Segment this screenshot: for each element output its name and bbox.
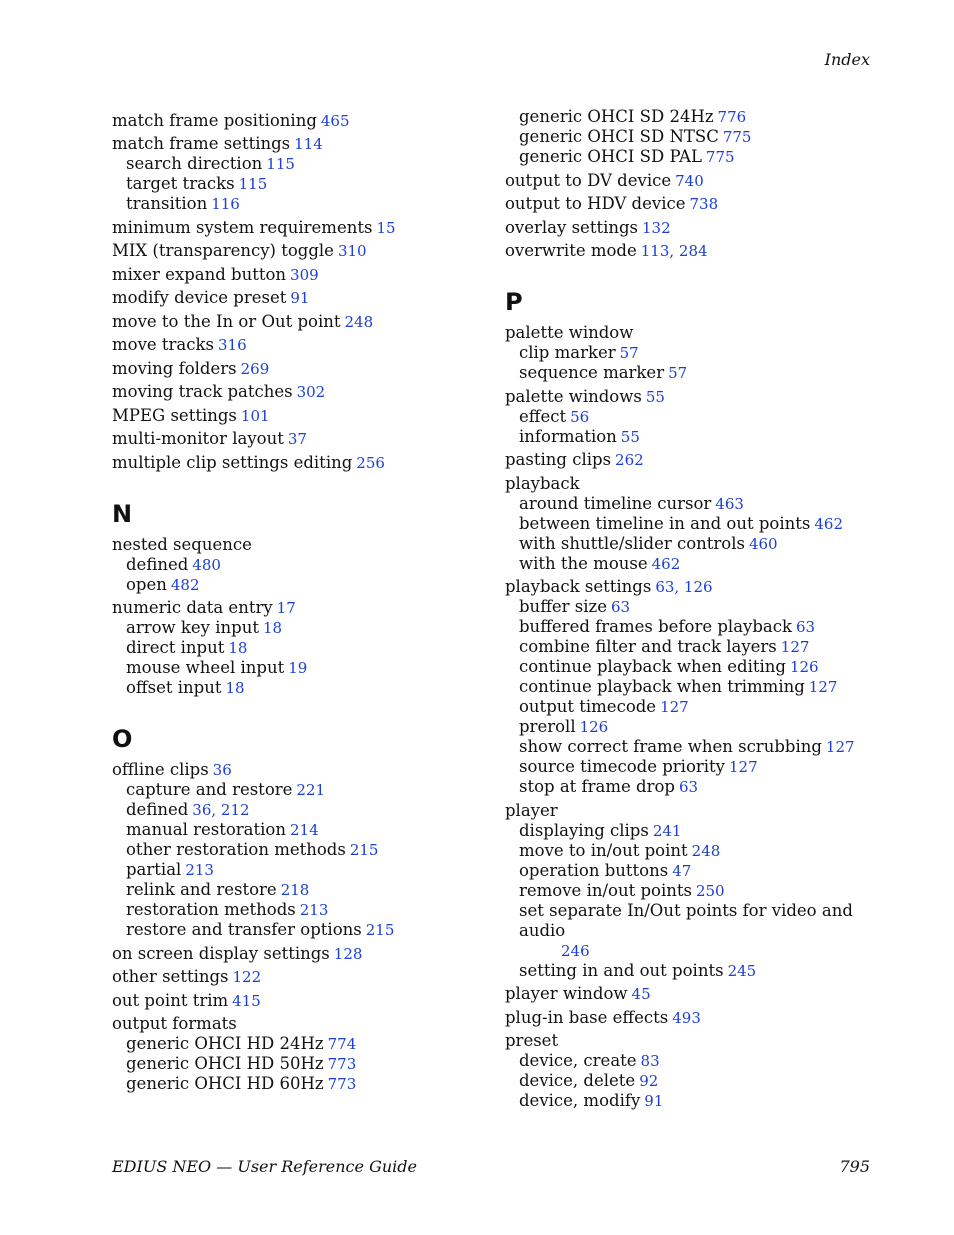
page-reference-link[interactable]: 245 bbox=[727, 961, 757, 980]
index-entry bbox=[505, 241, 880, 261]
index-term: match frame positioning bbox=[112, 110, 317, 130]
index-subentry bbox=[505, 363, 880, 383]
index-term: generic OHCI SD 24Hz bbox=[519, 107, 714, 126]
index-entry bbox=[505, 984, 880, 1004]
index-subentry bbox=[505, 777, 880, 797]
index-term: playback settings bbox=[505, 577, 652, 596]
index-subentry bbox=[112, 860, 492, 880]
page-reference-link[interactable]: 302 bbox=[296, 383, 326, 401]
index-term: defined bbox=[126, 800, 189, 819]
page-reference-link[interactable]: 465 bbox=[320, 111, 350, 130]
footer-page-number: 795 bbox=[839, 1157, 870, 1176]
page-reference-link[interactable]: 126 bbox=[579, 718, 609, 736]
page-reference-link[interactable]: 122 bbox=[232, 968, 262, 986]
page-reference-link[interactable]: 18 bbox=[228, 639, 248, 657]
page-reference-link[interactable]: 773 bbox=[327, 1075, 357, 1093]
index-term: between timeline in and out points bbox=[519, 513, 811, 533]
index-term: buffered frames before playback bbox=[519, 617, 792, 636]
page-reference-link[interactable]: 269 bbox=[240, 359, 270, 378]
index-term: multiple clip settings editing bbox=[112, 452, 353, 472]
page-reference-link[interactable]: 246 bbox=[561, 941, 590, 960]
page-reference-link[interactable]: 463 bbox=[715, 494, 744, 513]
index-subentry bbox=[505, 534, 880, 554]
page-reference-link[interactable]: 775 bbox=[722, 128, 752, 146]
index-subentry bbox=[505, 514, 880, 534]
index-term: partial bbox=[126, 860, 182, 879]
index-term: output formats bbox=[112, 1014, 237, 1033]
index-term: player window bbox=[505, 984, 628, 1003]
page-reference-link[interactable]: 55 bbox=[645, 387, 665, 406]
page-reference-link[interactable]: 775 bbox=[705, 148, 735, 166]
index-term: continue playback when editing bbox=[519, 657, 786, 676]
index-subentry bbox=[505, 941, 880, 961]
index-entry bbox=[505, 450, 880, 470]
index-term: device, delete bbox=[519, 1071, 636, 1090]
index-subentry bbox=[505, 494, 880, 514]
index-term: effect bbox=[519, 406, 567, 426]
index-subentry bbox=[112, 555, 492, 575]
index-term: pasting clips bbox=[505, 450, 612, 469]
index-entry bbox=[112, 241, 492, 261]
index-subentry bbox=[505, 657, 880, 677]
index-entry bbox=[112, 1014, 492, 1034]
index-subentry bbox=[112, 1054, 492, 1074]
page-reference-link[interactable]: 83 bbox=[640, 1052, 660, 1070]
index-term: minimum system requirements bbox=[112, 217, 373, 237]
page-reference-link[interactable]: 241 bbox=[652, 821, 682, 840]
index-term: generic OHCI HD 24Hz bbox=[126, 1034, 324, 1053]
index-entry bbox=[112, 991, 492, 1011]
page-reference-link[interactable]: 776 bbox=[717, 108, 747, 126]
index-subentry bbox=[112, 880, 492, 900]
index-term: overlay settings bbox=[505, 217, 639, 237]
index-subentry bbox=[505, 597, 880, 617]
index-subentry bbox=[505, 737, 880, 757]
index-subentry bbox=[112, 1074, 492, 1094]
index-entry bbox=[505, 1008, 880, 1028]
index-subentry bbox=[505, 861, 880, 881]
index-term: generic OHCI SD PAL bbox=[519, 147, 702, 166]
page-reference-link[interactable]: 127 bbox=[729, 758, 758, 776]
page-reference-link[interactable]: 248 bbox=[344, 312, 374, 331]
index-term: device, create bbox=[519, 1051, 637, 1070]
index-term: direct input bbox=[126, 638, 225, 657]
index-term: other restoration methods bbox=[126, 840, 346, 859]
index-term: buffer size bbox=[519, 597, 608, 616]
index-term: output timecode bbox=[519, 697, 657, 716]
index-term: playback bbox=[505, 473, 580, 493]
index-term: restore and transfer options bbox=[126, 920, 362, 939]
index-term: mixer expand button bbox=[112, 264, 287, 284]
page-reference-link[interactable]: 415 bbox=[232, 991, 261, 1010]
page-reference-link[interactable]: 114 bbox=[294, 135, 323, 153]
index-term: show correct frame when scrubbing bbox=[519, 737, 822, 756]
index-term: generic OHCI HD 60Hz bbox=[126, 1074, 324, 1093]
page-reference-link[interactable]: 37 bbox=[287, 430, 307, 448]
page-reference-link[interactable]: 126 bbox=[789, 658, 819, 676]
index-term: move tracks bbox=[112, 335, 214, 354]
index-term: palette window bbox=[505, 323, 634, 342]
index-subentry bbox=[112, 194, 492, 214]
index-subentry bbox=[112, 780, 492, 800]
index-term: relink and restore bbox=[126, 880, 277, 899]
page-reference-link[interactable]: 101 bbox=[240, 406, 270, 425]
page-reference-link[interactable]: 115 bbox=[266, 155, 295, 173]
index-term: device, modify bbox=[519, 1091, 641, 1110]
index-subentry bbox=[505, 554, 880, 574]
index-entry bbox=[112, 429, 492, 449]
page-reference-link[interactable]: 127 bbox=[780, 638, 810, 656]
index-subentry bbox=[505, 107, 880, 127]
index-term: on screen display settings bbox=[112, 943, 330, 963]
page-reference-link[interactable]: 256 bbox=[356, 453, 385, 472]
page-reference-link[interactable]: 36 bbox=[212, 761, 232, 779]
index-subentry bbox=[505, 697, 880, 717]
page-reference-link[interactable]: 19 bbox=[288, 659, 308, 677]
index-subentry bbox=[112, 154, 492, 174]
index-term: combine filter and track layers bbox=[519, 637, 777, 656]
index-column-right bbox=[505, 107, 880, 1111]
index-term: plug-in base effects bbox=[505, 1007, 669, 1027]
index-term: MIX (transparency) toggle bbox=[112, 241, 334, 260]
page-reference-link[interactable]: 460 bbox=[748, 534, 778, 553]
page-reference-link[interactable]: 15 bbox=[376, 218, 396, 237]
index-subentry bbox=[505, 757, 880, 777]
index-entry bbox=[112, 312, 492, 332]
index-subentry bbox=[505, 881, 880, 901]
page-reference-link[interactable]: 221 bbox=[296, 781, 326, 799]
index-term: operation buttons bbox=[519, 860, 669, 880]
page-reference-link[interactable]: 480 bbox=[192, 555, 221, 574]
page-reference-link[interactable]: 262 bbox=[615, 451, 644, 469]
page-reference-link[interactable]: 63 bbox=[611, 598, 631, 616]
page-reference-link[interactable]: 309 bbox=[290, 265, 319, 284]
index-entry bbox=[505, 387, 880, 407]
page-reference-link[interactable]: 45 bbox=[631, 985, 651, 1003]
page-reference-link[interactable]: 127 bbox=[660, 698, 689, 716]
index-subentry bbox=[112, 658, 492, 678]
page-reference-link[interactable]: 316 bbox=[217, 336, 247, 354]
index-term: player bbox=[505, 800, 558, 820]
index-letter-heading: N bbox=[112, 499, 133, 528]
index-letter-heading: O bbox=[112, 725, 133, 753]
index-term: setting in and out points bbox=[519, 960, 724, 980]
index-subentry bbox=[112, 174, 492, 194]
index-subentry bbox=[112, 575, 492, 595]
page-reference-link[interactable]: 36, 212 bbox=[192, 801, 250, 819]
page-reference-link[interactable]: 462 bbox=[651, 554, 681, 573]
index-term: restoration methods bbox=[126, 900, 296, 919]
index-term: with shuttle/slider controls bbox=[519, 533, 745, 553]
page-reference-link[interactable]: 63, 126 bbox=[655, 578, 713, 596]
page-reference-link[interactable]: 56 bbox=[570, 407, 590, 426]
index-subentry bbox=[505, 901, 880, 941]
page-reference-link[interactable]: 738 bbox=[689, 195, 719, 213]
index-term: moving track patches bbox=[112, 382, 293, 401]
index-subentry bbox=[112, 800, 492, 820]
page-reference-link[interactable]: 214 bbox=[289, 821, 319, 839]
index-term: source timecode priority bbox=[519, 757, 726, 776]
index-entry bbox=[112, 535, 492, 555]
index-term: generic OHCI SD NTSC bbox=[519, 127, 719, 146]
index-entry bbox=[505, 1031, 880, 1051]
index-term: out point trim bbox=[112, 990, 229, 1010]
page-reference-link[interactable]: 92 bbox=[639, 1072, 659, 1090]
index-subentry bbox=[505, 677, 880, 697]
index-term: around timeline cursor bbox=[519, 493, 712, 513]
index-subentry bbox=[505, 127, 880, 147]
index-entry bbox=[505, 577, 880, 597]
index-subentry bbox=[505, 1051, 880, 1071]
page-reference-link[interactable]: 482 bbox=[170, 575, 200, 594]
index-term: MPEG settings bbox=[112, 405, 237, 425]
index-term: defined bbox=[126, 554, 189, 574]
index-subentry bbox=[112, 618, 492, 638]
index-term: remove in/out points bbox=[519, 880, 692, 900]
page-reference-link[interactable]: 213 bbox=[299, 901, 329, 919]
index-term: output to DV device bbox=[505, 170, 672, 190]
index-entry bbox=[505, 323, 880, 343]
index-column-left bbox=[112, 107, 492, 1094]
index-subentry bbox=[112, 1034, 492, 1054]
index-term: other settings bbox=[112, 967, 229, 986]
index-entry bbox=[505, 801, 880, 821]
index-subentry bbox=[505, 407, 880, 427]
index-term: with the mouse bbox=[519, 553, 648, 573]
index-entry bbox=[112, 335, 492, 355]
index-term: moving folders bbox=[112, 358, 237, 378]
page-reference-link[interactable]: 63 bbox=[679, 778, 699, 796]
page-reference-link[interactable]: 57 bbox=[619, 344, 639, 362]
index-subentry bbox=[505, 961, 880, 981]
index-term: clip marker bbox=[519, 343, 616, 362]
index-entry bbox=[112, 265, 492, 285]
index-term: offset input bbox=[126, 678, 222, 697]
index-subentry bbox=[505, 637, 880, 657]
index-subentry bbox=[505, 1071, 880, 1091]
page-reference-link[interactable]: 18 bbox=[225, 679, 245, 697]
index-entry bbox=[112, 382, 492, 402]
index-term: open bbox=[126, 574, 167, 594]
index-subentry bbox=[505, 1091, 880, 1111]
index-subentry bbox=[505, 821, 880, 841]
index-entry bbox=[112, 598, 492, 618]
index-entry bbox=[505, 218, 880, 238]
index-term: mouse wheel input bbox=[126, 658, 285, 677]
index-term: arrow key input bbox=[126, 618, 259, 637]
index-term: preset bbox=[505, 1031, 559, 1050]
index-subentry bbox=[112, 638, 492, 658]
page-reference-link[interactable]: 63 bbox=[796, 618, 816, 636]
index-term: move to in/out point bbox=[519, 840, 688, 860]
page-reference-link[interactable]: 91 bbox=[290, 289, 310, 307]
index-subentry bbox=[505, 343, 880, 363]
page-reference-link[interactable]: 116 bbox=[211, 195, 240, 213]
page-reference-link[interactable]: 248 bbox=[691, 841, 721, 860]
page-reference-link[interactable]: 493 bbox=[672, 1008, 701, 1027]
index-term: target tracks bbox=[126, 174, 235, 193]
index-term: numeric data entry bbox=[112, 598, 273, 617]
index-term: capture and restore bbox=[126, 780, 293, 799]
index-entry bbox=[112, 760, 492, 780]
page-reference-link[interactable]: 57 bbox=[668, 364, 688, 382]
index-subentry bbox=[505, 427, 880, 447]
page-reference-link[interactable]: 218 bbox=[280, 881, 310, 899]
index-entry bbox=[505, 194, 880, 214]
page-reference-link[interactable]: 213 bbox=[185, 861, 214, 879]
index-term: palette windows bbox=[505, 386, 642, 406]
index-term: manual restoration bbox=[126, 820, 286, 839]
index-term: preroll bbox=[519, 717, 576, 736]
page-reference-link[interactable]: 17 bbox=[276, 599, 296, 617]
page-reference-link[interactable]: 250 bbox=[695, 881, 725, 900]
index-entry bbox=[112, 406, 492, 426]
index-subentry bbox=[112, 840, 492, 860]
index-subentry bbox=[505, 617, 880, 637]
index-term: overwrite mode bbox=[505, 241, 637, 260]
index-entry bbox=[112, 288, 492, 308]
page-reference-link[interactable]: 127 bbox=[808, 678, 838, 696]
index-term: transition bbox=[126, 194, 208, 213]
index-entry bbox=[112, 134, 492, 154]
index-entry bbox=[112, 218, 492, 238]
index-letter-heading: P bbox=[505, 288, 523, 316]
page-reference-link[interactable]: 128 bbox=[333, 944, 363, 963]
index-subentry bbox=[112, 920, 492, 940]
page-reference-link[interactable]: 215 bbox=[349, 841, 379, 859]
page-reference-link[interactable]: 18 bbox=[262, 619, 283, 637]
index-term: sequence marker bbox=[519, 363, 665, 382]
page-reference-link[interactable]: 55 bbox=[620, 427, 640, 446]
index-entry bbox=[112, 453, 492, 473]
index-term: move to the In or Out point bbox=[112, 311, 341, 331]
index-term: generic OHCI HD 50Hz bbox=[126, 1054, 324, 1073]
index-term: offline clips bbox=[112, 760, 209, 779]
index-entry bbox=[112, 967, 492, 987]
index-subentry bbox=[112, 900, 492, 920]
index-term: search direction bbox=[126, 154, 263, 173]
index-subentry bbox=[505, 717, 880, 737]
index-term: output to HDV device bbox=[505, 194, 686, 213]
page-reference-link[interactable]: 115 bbox=[238, 175, 268, 193]
page-reference-link[interactable]: 91 bbox=[644, 1092, 664, 1110]
index-term: match frame settings bbox=[112, 134, 291, 153]
page-reference-link[interactable]: 310 bbox=[337, 242, 367, 260]
index-entry bbox=[112, 359, 492, 379]
index-entry bbox=[112, 944, 492, 964]
index-subentry bbox=[505, 147, 880, 167]
running-head: Index bbox=[824, 50, 870, 69]
index-term: set separate In/Out points for video and audio bbox=[519, 900, 853, 940]
index-term: displaying clips bbox=[519, 820, 649, 840]
index-term: nested sequence bbox=[112, 534, 252, 554]
index-entry bbox=[505, 474, 880, 494]
page-reference-link[interactable]: 773 bbox=[327, 1055, 357, 1073]
index-term: information bbox=[519, 426, 617, 446]
index-subentry bbox=[505, 841, 880, 861]
page-reference-link[interactable]: 740 bbox=[675, 171, 704, 190]
index-subentry bbox=[112, 820, 492, 840]
index-entry bbox=[112, 111, 492, 131]
index-term: multi-monitor layout bbox=[112, 429, 284, 448]
footer-title: EDIUS NEO — User Reference Guide bbox=[112, 1157, 417, 1176]
index-entry bbox=[505, 171, 880, 191]
page-reference-link[interactable]: 113, 284 bbox=[640, 242, 708, 260]
page-reference-link[interactable]: 127 bbox=[825, 738, 855, 756]
index-subentry bbox=[112, 678, 492, 698]
page-reference-link[interactable]: 462 bbox=[814, 514, 843, 533]
index-term: modify device preset bbox=[112, 288, 287, 307]
index-term: continue playback when trimming bbox=[519, 677, 805, 696]
page-reference-link[interactable]: 215 bbox=[365, 921, 395, 939]
page-reference-link[interactable]: 47 bbox=[672, 861, 692, 880]
index-term: stop at frame drop bbox=[519, 777, 675, 796]
page-reference-link[interactable]: 774 bbox=[327, 1035, 357, 1053]
page-reference-link[interactable]: 132 bbox=[642, 218, 671, 237]
